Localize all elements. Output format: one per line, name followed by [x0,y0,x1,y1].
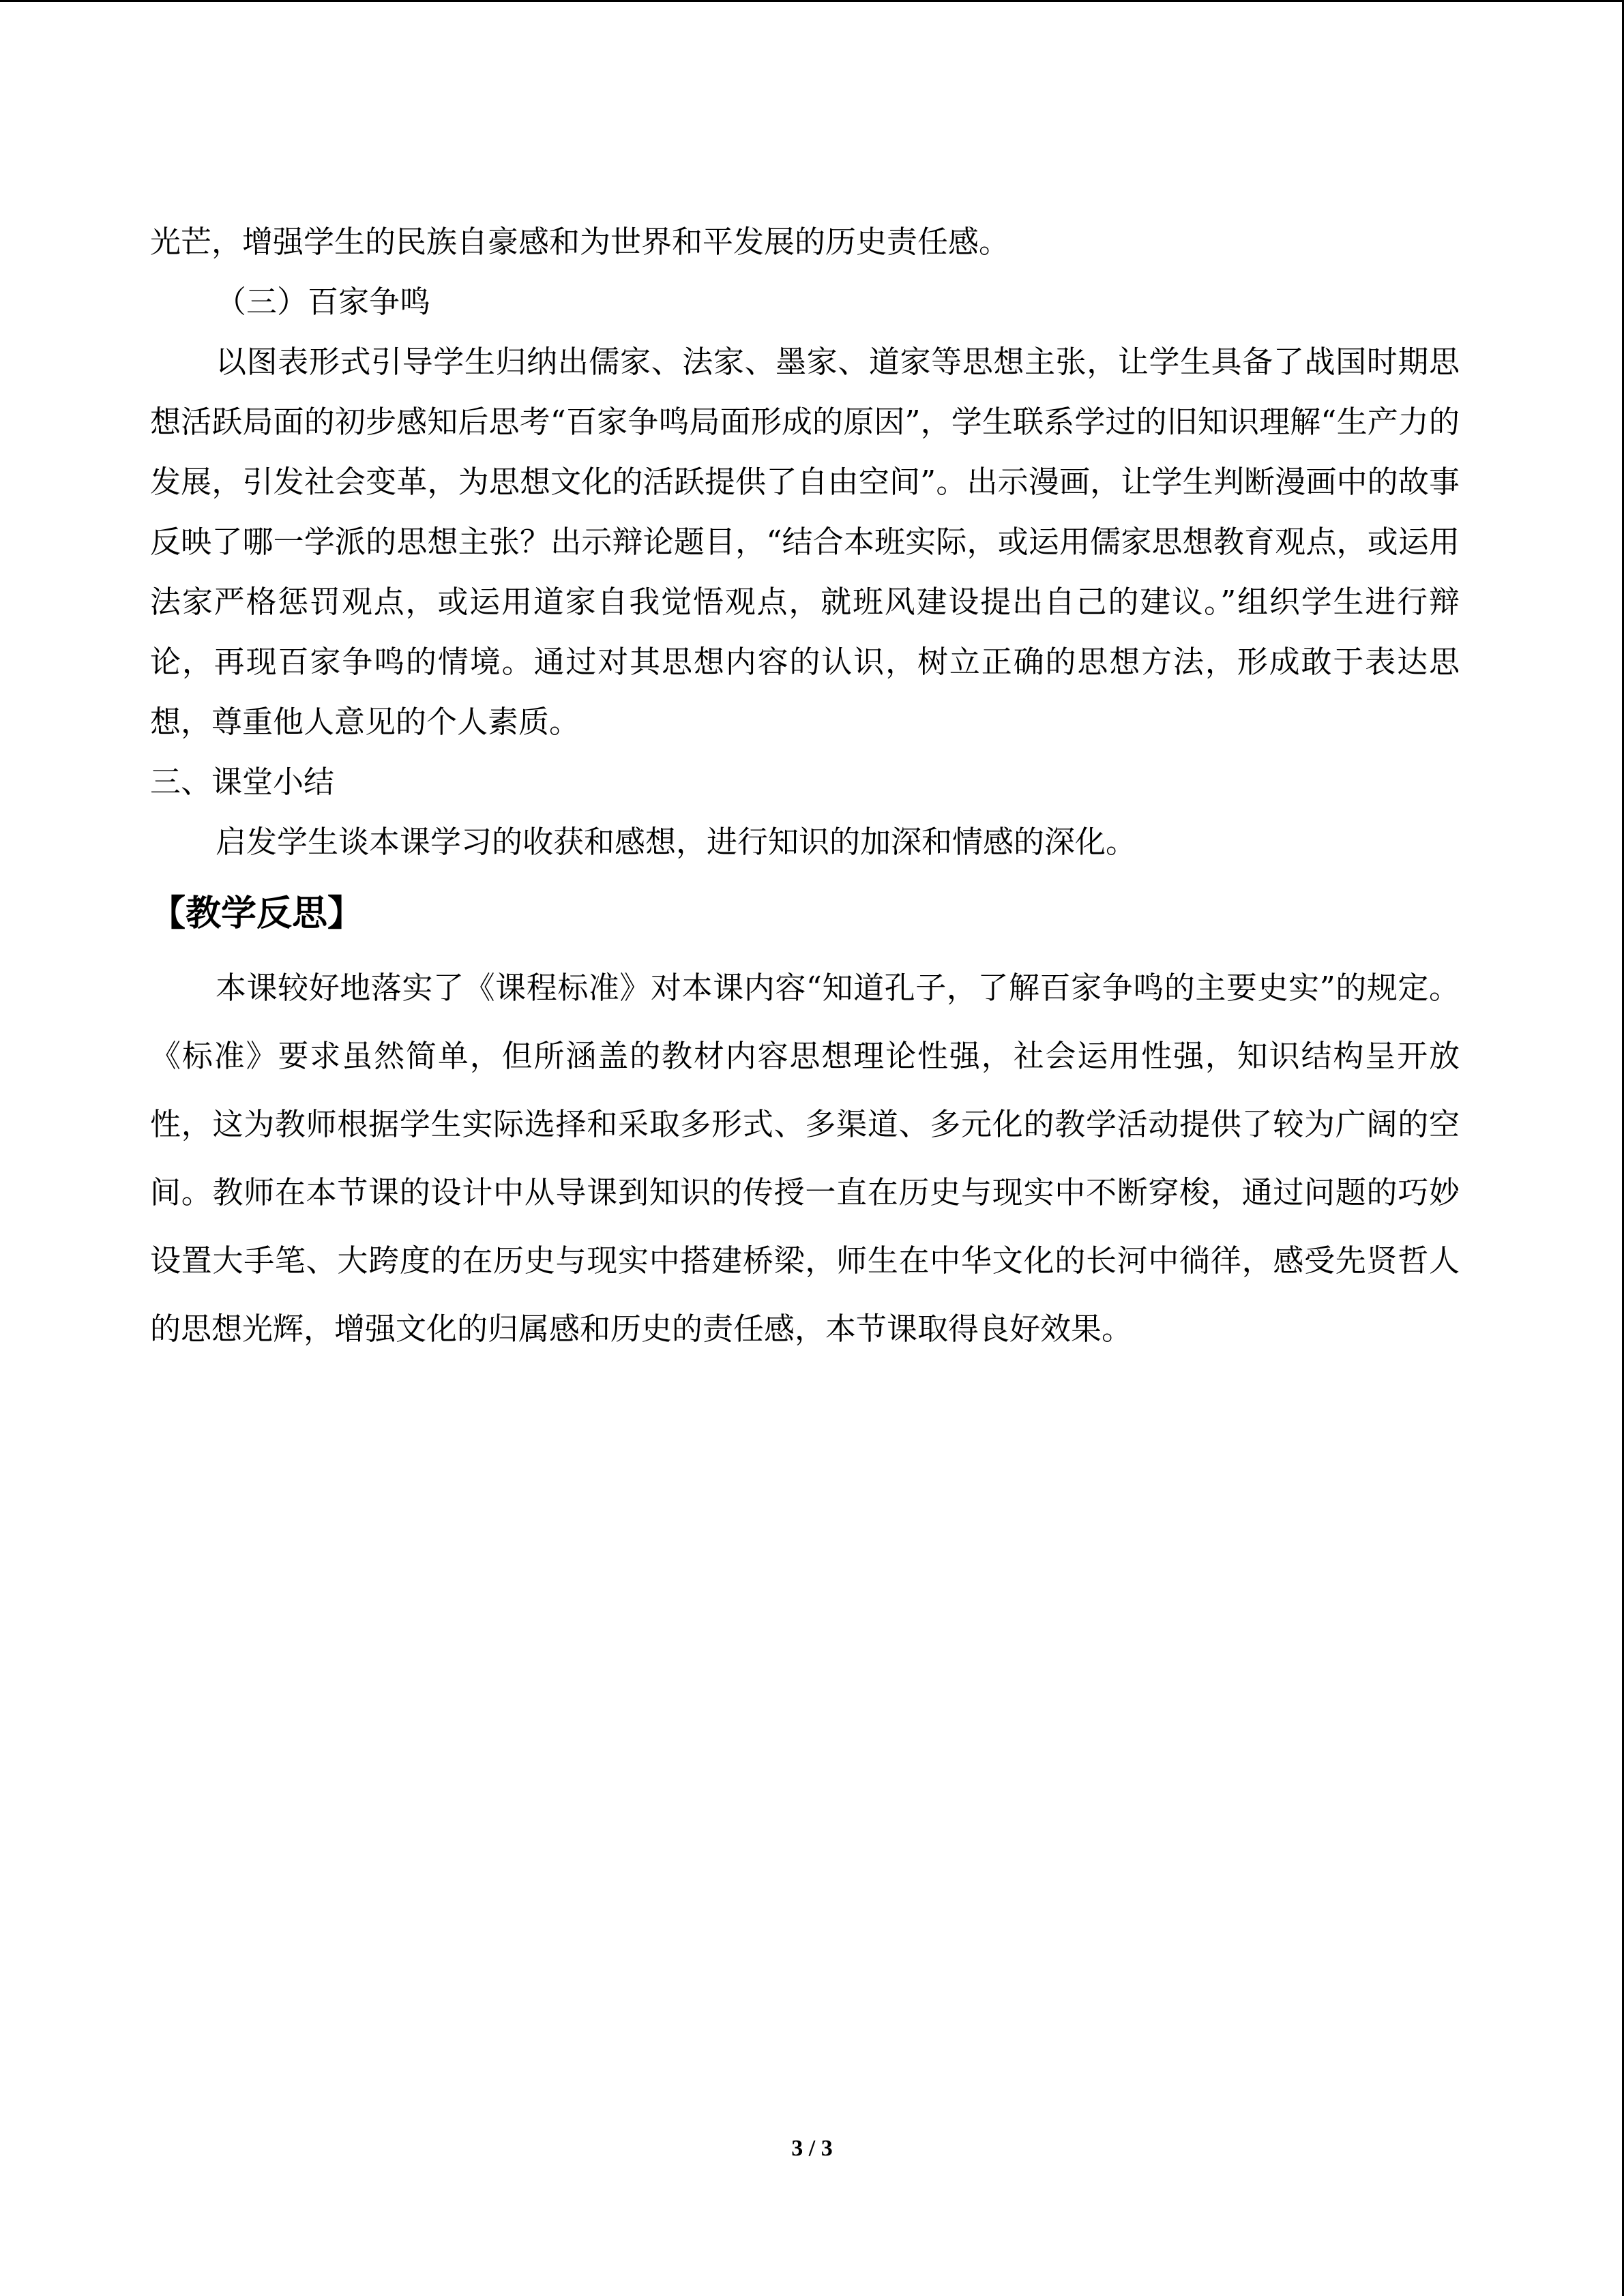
section-title: 三、课堂小结 [150,764,335,800]
reflection-body: 本课较好地落实了《课程标准》对本课内容“知道孔子，了解百家争鸣的主要史实”的规定。《标准》要求虽然简单，但所涵盖的教材内容思想理论性强，社会运用性强，知识结构呈开放性，这为教师根据学生实际选择和采取多形式、多渠道、多元化的教学活动提供了较为广阔的空间。教师在本节课的设计中从导课到知识的传授一直在历史与现实中不断穿梭，通过问题的巧妙设置大手笔、大跨度的在历史与现实中搭建桥梁，师生在中华文化的长河中徜徉，感受先贤哲人的思想光辉，增强文化的归属感和历史的责任感，本节课取得良好效果。 [150,970,1460,1347]
subsection-body: 以图表形式引导学生归纳出儒家、法家、墨家、道家等思想主张，让学生具备了战国时期思想活跃局面的初步感知后思考“百家争鸣局面形成的原因”，学生联系学过的旧知识理解“生产力的发展，引发社会变革，为思想文化的活跃提供了自由空间”。出示漫画，让学生判断漫画中的故事反映了哪一学派的思想主张？出示辩论题目，“结合本班实际，或运用儒家思想教育观点，或运用法家严格惩罚观点，或运用道家自我觉悟观点，就班风建设提出自己的建议。”组织学生进行辩论，再现百家争鸣的情境。通过对其思想内容的认识，树立正确的思想方法，形成敢于表达思想，尊重他人意见的个人素质。 [150,344,1460,740]
subsection-title: （三）百家争鸣 [216,284,431,320]
document-content [150,212,1460,1363]
page-number: 3 / 3 [791,2136,833,2161]
reflection-heading: 【教学反思】 [150,893,364,934]
continuation-paragraph: 光芒，增强学生的民族自豪感和为世界和平发展的历史责任感。 [150,224,1010,260]
section-body: 启发学生谈本课学习的收获和感想，进行知识的加深和情感的深化。 [216,824,1137,860]
